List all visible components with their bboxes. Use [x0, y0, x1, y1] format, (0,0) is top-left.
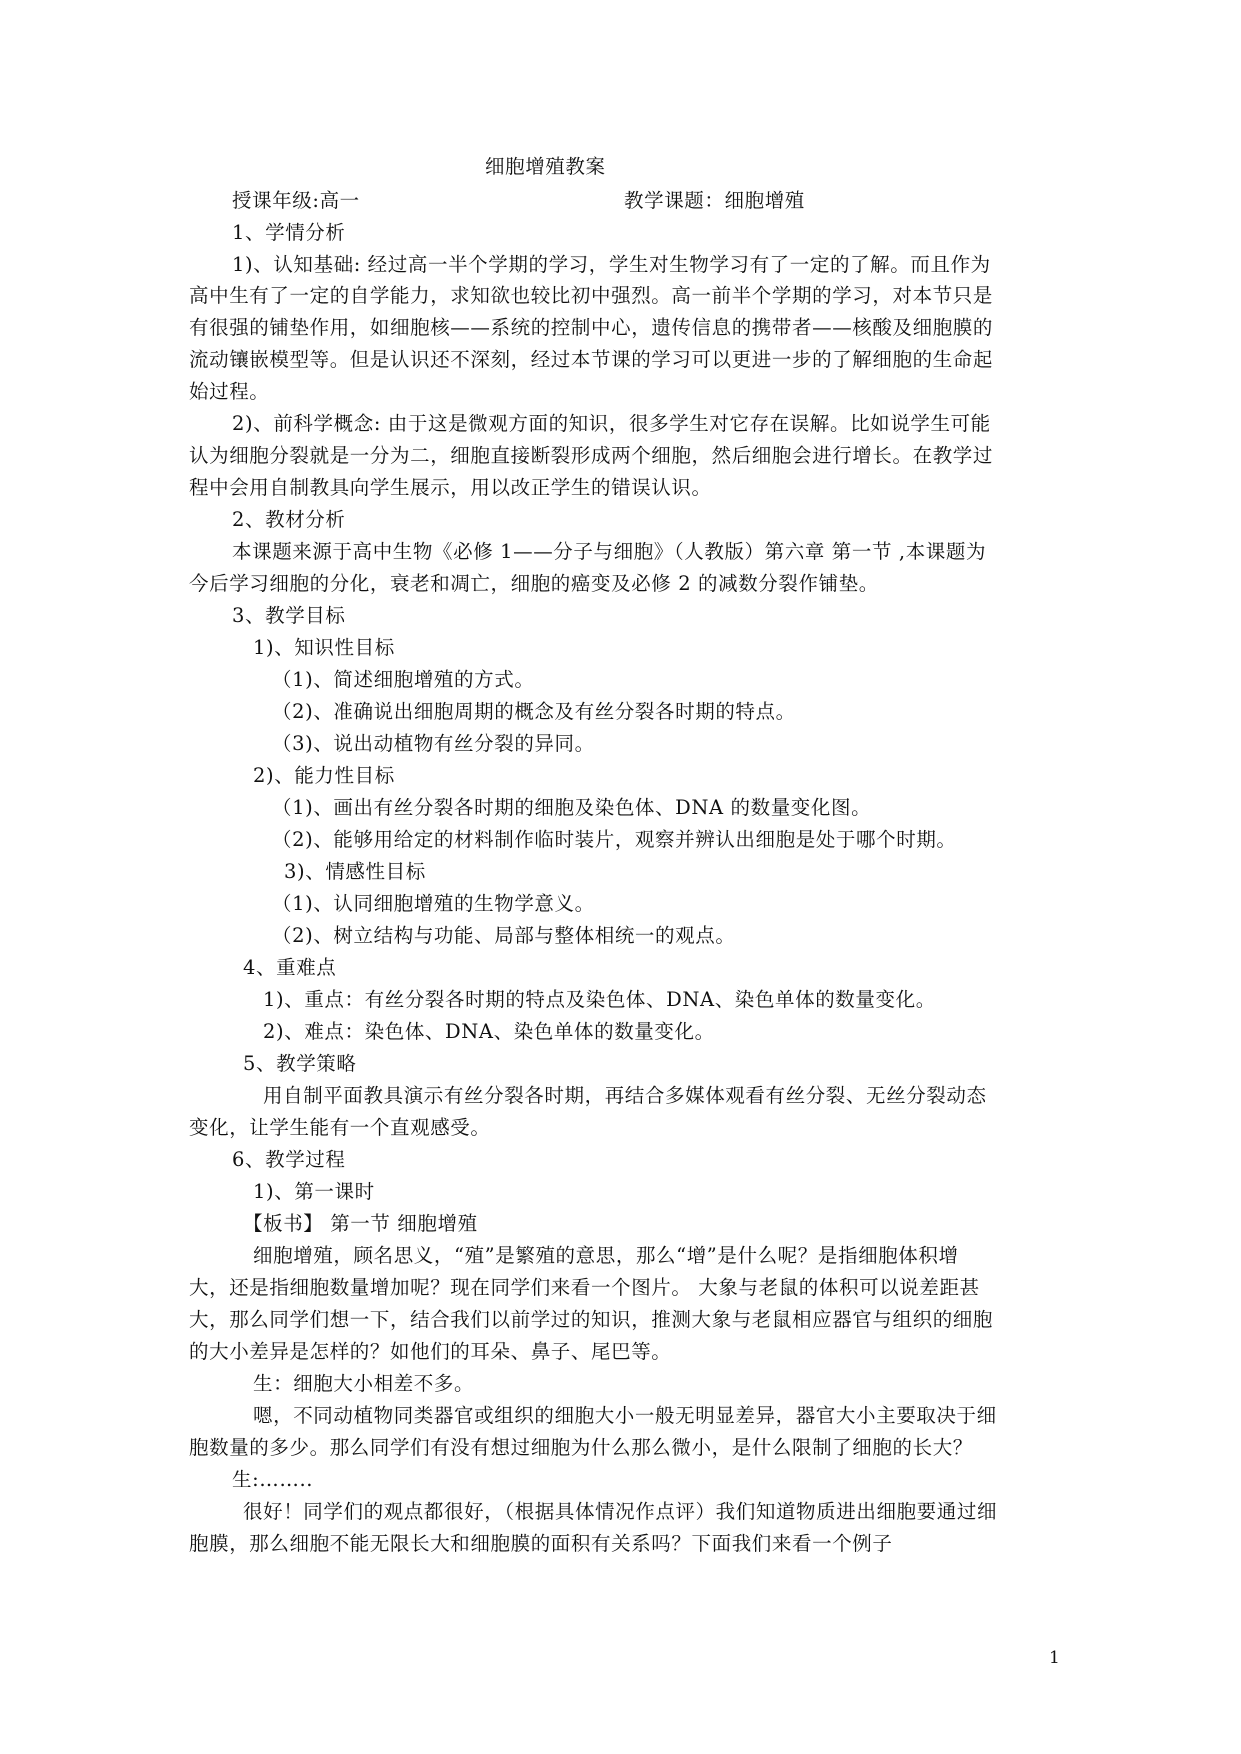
- paragraph-line: 胞膜，那么细胞不能无限长大和细胞膜的面积有关系吗？下面我们来看一个例子: [189, 1532, 893, 1555]
- paragraph-line: 今后学习细胞的分化，衰老和凋亡，细胞的癌变及必修 2 的减数分裂作铺垫。: [189, 572, 879, 595]
- subsection-heading: 1)、知识性目标: [253, 636, 395, 659]
- paragraph-line: 嗯，不同动植物同类器官或组织的细胞大小一般无明显差异，器官大小主要取决于细: [253, 1404, 997, 1427]
- list-item: 2)、难点：染色体、DNA、染色单体的数量变化。: [263, 1020, 715, 1043]
- paragraph-line: 大，那么同学们想一下，结合我们以前学过的知识，推测大象与老鼠相应器官与组织的细胞: [189, 1308, 994, 1331]
- subsection-heading: 3)、情感性目标: [284, 860, 426, 883]
- subsection-heading: 1)、第一课时: [253, 1180, 375, 1203]
- blackboard-note: 【板书】 第一节 细胞增殖: [243, 1212, 478, 1235]
- paragraph-line: 用自制平面教具演示有丝分裂各时期，再结合多媒体观看有丝分裂、无丝分裂动态: [263, 1084, 987, 1107]
- list-item: （1)、认同细胞增殖的生物学意义。: [272, 892, 595, 915]
- section-heading: 1、学情分析: [232, 221, 346, 244]
- page-number: 1: [1049, 1648, 1060, 1668]
- paragraph-line: 胞数量的多少。那么同学们有没有想过细胞为什么那么微小，是什么限制了细胞的长大？: [189, 1436, 973, 1459]
- list-item: （2)、准确说出细胞周期的概念及有丝分裂各时期的特点。: [272, 700, 796, 723]
- paragraph-line: 1)、认知基础: 经过高一半个学期的学习，学生对生物学习有了一定的了解。而且作为: [232, 253, 991, 276]
- document-title: 细胞增殖教案: [485, 155, 606, 178]
- paragraph-line: 的大小差异是怎样的？如他们的耳朵、鼻子、尾巴等。: [189, 1340, 672, 1363]
- paragraph-line: 细胞增殖，顾名思义，“殖”是繁殖的意思，那么“增”是什么呢？是指细胞体积增: [253, 1244, 959, 1267]
- subject-label: 教学课题：细胞增殖: [624, 189, 805, 212]
- list-item: （1)、简述细胞增殖的方式。: [272, 668, 535, 691]
- paragraph-line: 有很强的铺垫作用，如细胞核——系统的控制中心，遗传信息的携带者——核酸及细胞膜的: [189, 316, 994, 339]
- paragraph-line: 程中会用自制教具向学生展示，用以改正学生的错误认识。: [189, 476, 712, 499]
- subsection-heading: 2)、能力性目标: [253, 764, 395, 787]
- section-heading: 2、教材分析: [232, 508, 346, 531]
- student-response: 生：细胞大小相差不多。: [253, 1372, 475, 1395]
- paragraph-line: 本课题来源于高中生物《必修 1——分子与细胞》（人教版）第六章 第一节 ,本课题为: [232, 540, 987, 563]
- section-heading: 6、教学过程: [232, 1148, 346, 1171]
- section-heading: 3、教学目标: [232, 604, 346, 627]
- paragraph-line: 变化，让学生能有一个直观感受。: [189, 1116, 491, 1139]
- list-item: （2)、能够用给定的材料制作临时装片，观察并辨认出细胞是处于哪个时期。: [272, 828, 957, 851]
- paragraph-line: 2)、前科学概念: 由于这是微观方面的知识，很多学生对它存在误解。比如说学生可能: [232, 412, 991, 435]
- grade-label: 授课年级:高一: [232, 189, 360, 212]
- student-response: 生:……..: [232, 1468, 314, 1491]
- paragraph-line: 认为细胞分裂就是一分为二，细胞直接断裂形成两个细胞，然后细胞会进行增长。在教学过: [189, 444, 994, 467]
- paragraph-line: 流动镶嵌模型等。但是认识还不深刻，经过本节课的学习可以更进一步的了解细胞的生命起: [189, 348, 994, 371]
- paragraph-line: 大，还是指细胞数量增加呢？现在同学们来看一个图片。 大象与老鼠的体积可以说差距甚: [189, 1276, 980, 1299]
- list-item: （3)、说出动植物有丝分裂的异同。: [272, 732, 595, 755]
- section-heading: 4、重难点: [243, 956, 337, 979]
- list-item: 1)、重点：有丝分裂各时期的特点及染色体、DNA、染色单体的数量变化。: [263, 988, 936, 1011]
- section-heading: 5、教学策略: [243, 1052, 357, 1075]
- paragraph-line: 始过程。: [189, 380, 270, 403]
- paragraph-line: 高中生有了一定的自学能力，求知欲也较比初中强烈。高一前半个学期的学习，对本节只是: [189, 284, 994, 307]
- list-item: （1)、画出有丝分裂各时期的细胞及染色体、DNA 的数量变化图。: [272, 796, 872, 819]
- paragraph-line: 很好！同学们的观点都很好，（根据具体情况作点评）我们知道物质进出细胞要通过细: [243, 1500, 998, 1523]
- list-item: （2)、树立结构与功能、局部与整体相统一的观点。: [272, 924, 736, 947]
